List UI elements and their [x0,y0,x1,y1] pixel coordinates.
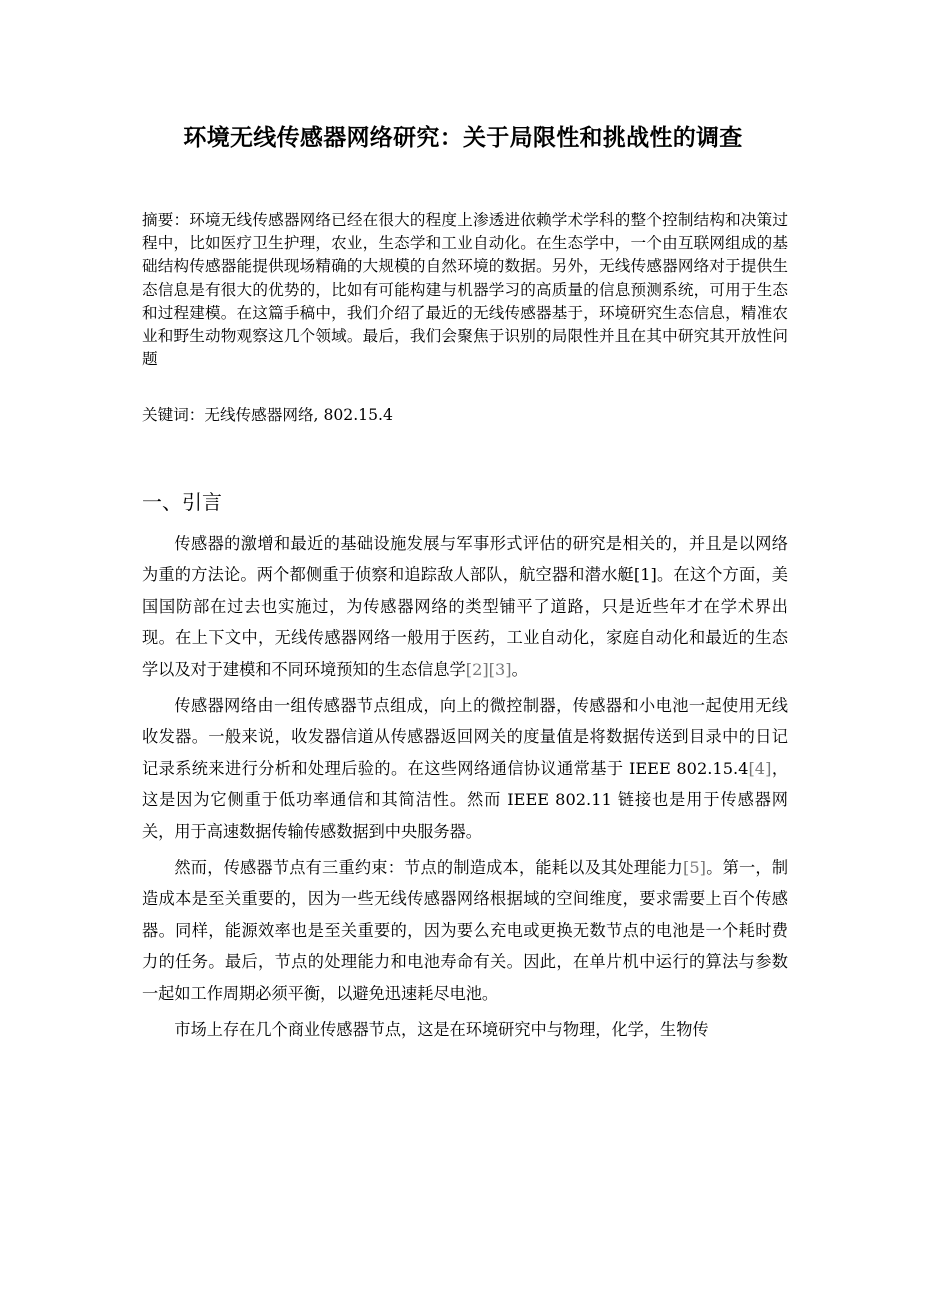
paragraph-1 [142,528,788,685]
paragraph-text: 然而，传感器节点有三重约束：节点的制造成本，能耗以及其处理能力 [174,858,684,878]
paragraph-4 [142,1014,788,1045]
section-heading: 一、引言 [142,490,222,514]
paragraph-text: 传感器的激增和最近的基础设施发展与军事形式评估的研究是相关的，并且是以网络为重的方法论。两个都侧重于侦察和追踪敌人部队，航空器和潜水艇[1]。在这个方面，美国国防部在过去也实施过，为传感器网络的类型铺平了道路，只是近些年才在学术界出现。在上下文中，无线传感器网络一般用于医药，工业自动化，家庭自动化和最近的生态学以及对于建模和不同环境预知的生态信息学 [142,534,788,679]
citation: [5] [683,858,706,878]
paragraph-tail: 。 [511,659,528,679]
paper-title: 环境无线传感器网络研究：关于局限性和挑战性的调查 [183,125,743,151]
paragraph-tail: 。第一，制造成本是至关重要的，因为一些无线传感器网络根据域的空间维度，要求需要上百个传感器。同样，能源效率也是至关重要的，因为要么充电或更换无数节点的电池是一个耗时费力的任务。最后，节点的处理能力和电池寿命有关。因此，在单片机中运行的算法与参数一起如工作周期必须平衡，以避免迅速耗尽电池。 [142,858,789,1003]
citation: [4] [748,758,772,778]
paragraph-2 [142,690,788,847]
paragraph-3 [142,852,788,1009]
abstract [142,209,788,371]
paragraph-text: 传感器网络由一组传感器节点组成，向上的微控制器，传感器和小电池一起使用无线收发器。一般来说，收发器信道从传感器返回网关的度量值是将数据传送到目录中的日记记录系统来进行分析和处理后验的。在这些网络通信协议通常基于 IEEE 802.15.4 [142,696,788,778]
paragraph-text: 市场上存在几个商业传感器节点，这是在环境研究中与物理，化学，生物传 [174,1020,709,1040]
section-body [142,528,788,1051]
citation: [2][3] [465,659,512,679]
abstract-text: 摘要：环境无线传感器网络已经在很大的程度上渗透进依赖学术学科的整个控制结构和决策过程中，比如医疗卫生护理，农业，生态学和工业自动化。在生态学中，一个由互联网组成的基础结构传感器能提供现场精确的大规模的自然环境的数据。另外，无线传感器网络对于提供生态信息是有很大的优势的，比如有可能构建与机器学习的高质量的信息预测系统，可用于生态和过程建模。在这篇手稿中，我们介绍了最近的无线传感器基于，环境研究生态信息，精准农业和野生动物观察这几个领域。最后，我们会聚焦于识别的局限性并且在其中研究其开放性问题 [142,211,788,369]
paragraph-tail: ，这是因为它侧重于低功率通信和其简洁性。然而 IEEE 802.11 链接也是用于传感器网关，用于高速数据传输传感数据到中央服务器。 [142,758,789,841]
keywords: 关键词：无线传感器网络, 802.15.4 [142,406,393,424]
